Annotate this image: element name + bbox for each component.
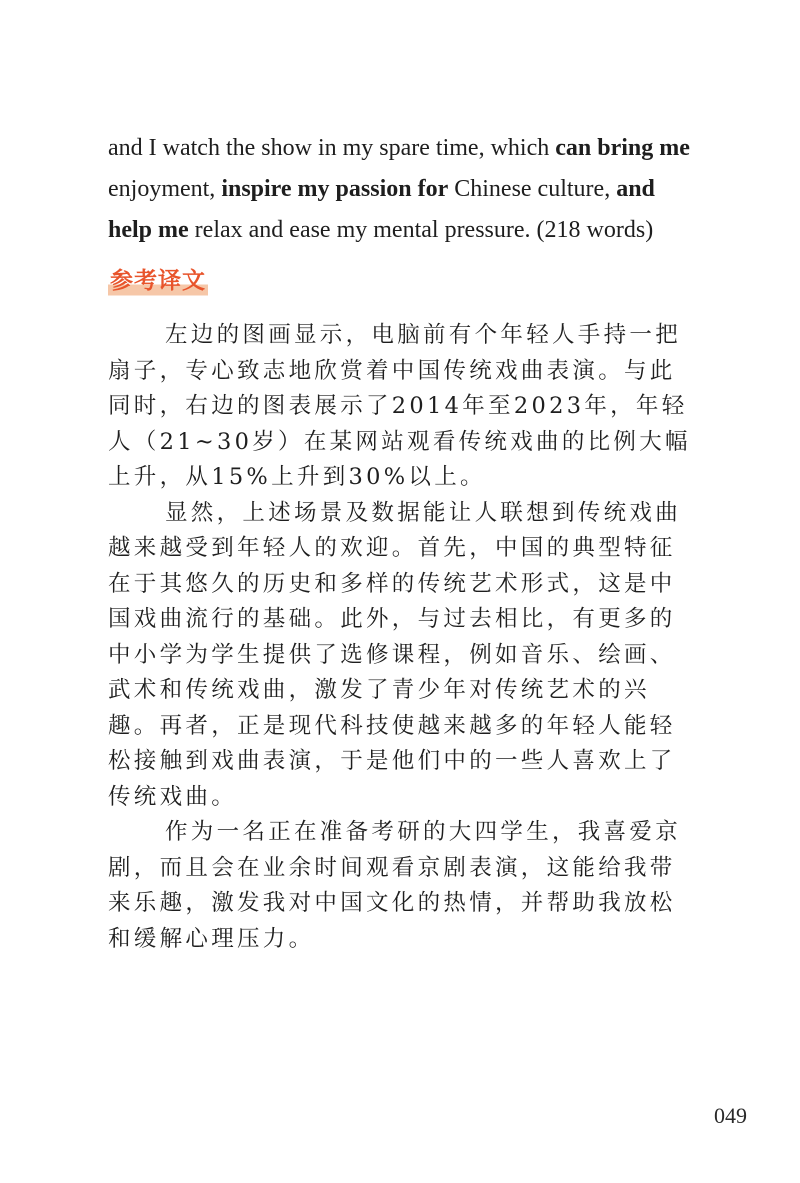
- translation-line: 作为一名正在准备考研的大四学生，我喜爱京: [165, 819, 682, 845]
- translation-line: 中小学为学生提供了选修课程，例如音乐、绘画、: [108, 641, 676, 668]
- translation-line: 同时，右边的图表展示了2014年至2023年，年轻: [108, 393, 688, 419]
- bold-phrase: can bring me: [555, 135, 690, 161]
- translation-line: 传统戏曲。: [108, 783, 238, 810]
- english-line: [108, 169, 698, 210]
- translation-line: 在于其悠久的历史和多样的传统艺术形式，这是中: [108, 570, 676, 597]
- english-line: [108, 128, 698, 169]
- translation-line: 剧，而且会在业余时间观看京剧表演，这能给我带: [108, 854, 676, 881]
- text-run: relax and ease my mental pressure. (218 words): [188, 217, 654, 243]
- bold-phrase: help me: [108, 217, 189, 243]
- translation-line: 趣。再者，正是现代科技使越来越多的年轻人能轻: [108, 712, 676, 739]
- translation-line: 左边的图画显示，电脑前有个年轻人手持一把: [165, 322, 682, 348]
- english-line: [108, 210, 698, 251]
- translation-line: 上升，从15%上升到30%以上。: [108, 464, 486, 490]
- translation-line: 来乐趣，激发我对中国文化的热情，并帮助我放松: [108, 890, 676, 916]
- translation-line: 显然，上述场景及数据能让人联想到传统戏曲: [165, 499, 682, 526]
- bold-phrase: and: [616, 176, 655, 202]
- translation-line: 国戏曲流行的基础。此外，与过去相比，有更多的: [108, 606, 676, 632]
- text-run: and I watch the show in my spare time, which: [108, 135, 556, 161]
- translation-line: 越来越受到年轻人的欢迎。首先，中国的典型特征: [108, 535, 676, 561]
- text-run: enjoyment,: [108, 176, 222, 202]
- page-number: 049: [714, 1103, 747, 1128]
- text-run: Chinese culture,: [448, 176, 617, 202]
- translation-line: 人（21~30岁）在某网站观看传统戏曲的比例大幅: [108, 428, 691, 455]
- translation-paragraph: [108, 318, 698, 496]
- section-title-reference-translation: 参考译文: [108, 264, 208, 298]
- translation-line: 扇子，专心致志地欣赏着中国传统戏曲表演。与此: [108, 357, 676, 384]
- bold-phrase: inspire my passion for: [221, 176, 449, 202]
- translation-paragraph: [108, 815, 698, 957]
- translation-line: 和缓解心理压力。: [108, 925, 315, 952]
- translation-line: 武术和传统戏曲，激发了青少年对传统艺术的兴: [108, 677, 650, 703]
- translation-paragraph: [108, 496, 698, 816]
- english-essay-ending: [108, 128, 698, 251]
- chinese-translation: [108, 318, 698, 957]
- translation-line: 松接触到戏曲表演，于是他们中的一些人喜欢上了: [108, 748, 676, 774]
